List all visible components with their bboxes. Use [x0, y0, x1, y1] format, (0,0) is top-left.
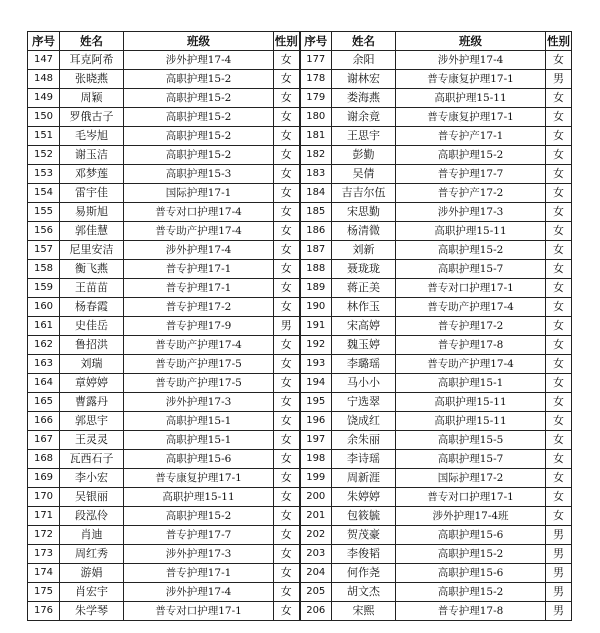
- student-gender: 女: [274, 450, 300, 469]
- student-name: 魏玉婷: [332, 336, 396, 355]
- student-number: 195: [300, 393, 332, 412]
- student-name: 彭勤: [332, 146, 396, 165]
- student-gender: 女: [546, 393, 572, 412]
- student-gender: 女: [274, 336, 300, 355]
- student-number: 189: [300, 279, 332, 298]
- student-name: 衡飞燕: [60, 260, 124, 279]
- table-row: [28, 279, 572, 298]
- student-class: 国际护理17-2: [396, 469, 546, 488]
- student-gender: 女: [274, 507, 300, 526]
- header-gender: 性别: [546, 32, 572, 51]
- student-name: 林作玉: [332, 298, 396, 317]
- student-name: 谢玉洁: [60, 146, 124, 165]
- student-name: 周颖: [60, 89, 124, 108]
- student-gender: 女: [546, 279, 572, 298]
- student-name: 鲁招洪: [60, 336, 124, 355]
- student-class: 高职护理15-2: [396, 241, 546, 260]
- student-class: 涉外护理17-4: [124, 51, 274, 70]
- student-gender: 男: [546, 70, 572, 89]
- student-class: 普专护产17-1: [396, 127, 546, 146]
- student-name: 宋高婷: [332, 317, 396, 336]
- student-gender: 男: [546, 583, 572, 602]
- student-number: 191: [300, 317, 332, 336]
- student-gender: 女: [546, 165, 572, 184]
- student-class: 普专护理17-1: [124, 564, 274, 583]
- table-row: [28, 241, 572, 260]
- student-number: 200: [300, 488, 332, 507]
- student-class: 普专对口护理17-4: [124, 203, 274, 222]
- student-gender: 女: [274, 70, 300, 89]
- student-gender: 女: [274, 108, 300, 127]
- student-gender: 女: [274, 241, 300, 260]
- student-name: 李诗瑶: [332, 450, 396, 469]
- student-number: 167: [28, 431, 60, 450]
- student-gender: 女: [274, 279, 300, 298]
- student-name: 包筱毓: [332, 507, 396, 526]
- student-class: 普专助产护理17-4: [124, 222, 274, 241]
- student-gender: 女: [546, 507, 572, 526]
- student-number: 168: [28, 450, 60, 469]
- student-name: 杨清微: [332, 222, 396, 241]
- student-class: 国际护理17-1: [124, 184, 274, 203]
- student-class: 普专护理17-8: [396, 602, 546, 621]
- student-gender: 女: [546, 298, 572, 317]
- student-name: 宁选翠: [332, 393, 396, 412]
- student-number: 151: [28, 127, 60, 146]
- student-class: 高职护理15-2: [124, 127, 274, 146]
- student-number: 176: [28, 602, 60, 621]
- student-number: 165: [28, 393, 60, 412]
- student-class: 普专助产护理17-4: [124, 336, 274, 355]
- student-gender: 女: [546, 336, 572, 355]
- student-gender: 女: [274, 355, 300, 374]
- table-row: [28, 488, 572, 507]
- student-class: 高职护理15-7: [396, 260, 546, 279]
- student-name: 李璐瑶: [332, 355, 396, 374]
- student-name: 郭佳慧: [60, 222, 124, 241]
- student-number: 157: [28, 241, 60, 260]
- student-gender: 女: [546, 222, 572, 241]
- student-name: 朱学琴: [60, 602, 124, 621]
- student-gender: 男: [546, 526, 572, 545]
- student-number: 199: [300, 469, 332, 488]
- student-name: 胡文杰: [332, 583, 396, 602]
- student-gender: 女: [546, 241, 572, 260]
- student-number: 178: [300, 70, 332, 89]
- student-name: 游娟: [60, 564, 124, 583]
- student-name: 张晓燕: [60, 70, 124, 89]
- student-number: 202: [300, 526, 332, 545]
- table-row: [28, 146, 572, 165]
- student-number: 180: [300, 108, 332, 127]
- student-number: 161: [28, 317, 60, 336]
- student-name: 邓梦莲: [60, 165, 124, 184]
- student-name: 罗俄古子: [60, 108, 124, 127]
- table-row: [28, 317, 572, 336]
- student-class: 涉外护理17-3: [396, 203, 546, 222]
- student-class: 普专康复护理17-1: [124, 469, 274, 488]
- student-class: 高职护理15-11: [396, 393, 546, 412]
- student-name: 肖宏宇: [60, 583, 124, 602]
- table-row: [28, 545, 572, 564]
- student-gender: 男: [274, 317, 300, 336]
- student-class: 普专康复护理17-1: [396, 108, 546, 127]
- header-number: 序号: [28, 32, 60, 51]
- student-name: 朱婷婷: [332, 488, 396, 507]
- student-number: 175: [28, 583, 60, 602]
- student-class: 涉外护理17-4: [396, 51, 546, 70]
- student-gender: 女: [546, 317, 572, 336]
- student-class: 高职护理15-2: [124, 146, 274, 165]
- student-class: 普专护理17-7: [124, 526, 274, 545]
- student-class: 高职护理15-2: [124, 507, 274, 526]
- student-name: 杨春霞: [60, 298, 124, 317]
- student-gender: 女: [546, 146, 572, 165]
- student-class: 高职护理15-1: [124, 412, 274, 431]
- table-row: [28, 412, 572, 431]
- student-gender: 女: [274, 165, 300, 184]
- student-gender: 女: [274, 488, 300, 507]
- header-row: [28, 32, 572, 51]
- student-name: 章婷婷: [60, 374, 124, 393]
- student-name: 郭思宇: [60, 412, 124, 431]
- student-number: 177: [300, 51, 332, 70]
- student-number: 187: [300, 241, 332, 260]
- student-gender: 女: [274, 222, 300, 241]
- student-class: 涉外护理17-3: [124, 393, 274, 412]
- table-row: [28, 393, 572, 412]
- student-name: 刘新: [332, 241, 396, 260]
- student-class: 普专护理17-8: [396, 336, 546, 355]
- table-row: [28, 583, 572, 602]
- student-gender: 女: [546, 374, 572, 393]
- student-class: 普专护理17-9: [124, 317, 274, 336]
- student-class: 高职护理15-11: [396, 412, 546, 431]
- student-number: 174: [28, 564, 60, 583]
- student-number: 149: [28, 89, 60, 108]
- student-number: 154: [28, 184, 60, 203]
- student-class: 高职护理15-5: [396, 431, 546, 450]
- student-class: 涉外护理17-4: [124, 241, 274, 260]
- student-number: 186: [300, 222, 332, 241]
- student-name: 谢林宏: [332, 70, 396, 89]
- student-gender: 女: [274, 602, 300, 621]
- student-gender: 女: [274, 260, 300, 279]
- table-row: [28, 260, 572, 279]
- student-gender: 女: [274, 583, 300, 602]
- student-number: 159: [28, 279, 60, 298]
- student-number: 181: [300, 127, 332, 146]
- student-gender: 女: [546, 108, 572, 127]
- student-class: 高职护理15-11: [396, 89, 546, 108]
- student-gender: 女: [546, 488, 572, 507]
- student-name: 聂珑珑: [332, 260, 396, 279]
- student-class: 普专护理17-2: [124, 298, 274, 317]
- student-name: 雷宇佳: [60, 184, 124, 203]
- student-class: 普专助产护理17-4: [396, 355, 546, 374]
- student-class: 高职护理15-2: [396, 545, 546, 564]
- student-gender: 女: [274, 203, 300, 222]
- student-gender: 女: [274, 51, 300, 70]
- student-number: 203: [300, 545, 332, 564]
- student-name: 宋思勤: [332, 203, 396, 222]
- student-class: 普专对口护理17-1: [396, 488, 546, 507]
- student-class: 普专护产17-2: [396, 184, 546, 203]
- student-class: 高职护理15-6: [396, 526, 546, 545]
- student-class: 高职护理15-2: [396, 146, 546, 165]
- student-name: 周新涯: [332, 469, 396, 488]
- student-gender: 女: [546, 260, 572, 279]
- student-name: 吴倩: [332, 165, 396, 184]
- student-gender: 女: [546, 89, 572, 108]
- student-number: 196: [300, 412, 332, 431]
- header-name: 姓名: [60, 32, 124, 51]
- student-class: 高职护理15-11: [396, 222, 546, 241]
- student-gender: 女: [546, 51, 572, 70]
- student-name: 马小小: [332, 374, 396, 393]
- student-number: 155: [28, 203, 60, 222]
- student-class: 普专护理17-2: [396, 317, 546, 336]
- student-number: 164: [28, 374, 60, 393]
- table-row: [28, 336, 572, 355]
- student-class: 高职护理15-2: [124, 89, 274, 108]
- student-class: 涉外护理17-3: [124, 545, 274, 564]
- student-gender: 男: [546, 564, 572, 583]
- student-class: 普专护理17-1: [124, 279, 274, 298]
- table-row: [28, 222, 572, 241]
- student-gender: 女: [274, 89, 300, 108]
- student-name: 肖迪: [60, 526, 124, 545]
- student-number: 170: [28, 488, 60, 507]
- student-number: 198: [300, 450, 332, 469]
- student-name: 段泓伶: [60, 507, 124, 526]
- student-class: 高职护理15-6: [396, 564, 546, 583]
- student-class: 普专对口护理17-1: [124, 602, 274, 621]
- student-name: 耳克阿希: [60, 51, 124, 70]
- table-row: [28, 51, 572, 70]
- student-class: 涉外护理17-4班: [396, 507, 546, 526]
- table-row: [28, 469, 572, 488]
- student-class: 普专对口护理17-1: [396, 279, 546, 298]
- student-gender: 女: [274, 393, 300, 412]
- header-class: 班级: [396, 32, 546, 51]
- student-gender: 女: [274, 526, 300, 545]
- student-name: 宋熙: [332, 602, 396, 621]
- student-name: 吉吉尔伍: [332, 184, 396, 203]
- student-number: 183: [300, 165, 332, 184]
- student-gender: 女: [546, 431, 572, 450]
- student-class: 高职护理15-2: [124, 70, 274, 89]
- student-number: 190: [300, 298, 332, 317]
- student-name: 瓦西石子: [60, 450, 124, 469]
- student-name: 周红秀: [60, 545, 124, 564]
- student-number: 201: [300, 507, 332, 526]
- student-class: 普专护理17-1: [124, 260, 274, 279]
- student-number: 172: [28, 526, 60, 545]
- student-number: 147: [28, 51, 60, 70]
- student-roster-table: [27, 31, 572, 621]
- student-name: 李俊韬: [332, 545, 396, 564]
- student-class: 高职护理15-1: [124, 431, 274, 450]
- table-row: [28, 450, 572, 469]
- student-name: 王苗苗: [60, 279, 124, 298]
- student-gender: 女: [274, 564, 300, 583]
- student-number: 182: [300, 146, 332, 165]
- student-gender: 女: [546, 355, 572, 374]
- header-number: 序号: [300, 32, 332, 51]
- student-name: 李小宏: [60, 469, 124, 488]
- student-number: 152: [28, 146, 60, 165]
- table-row: [28, 602, 572, 621]
- student-gender: 女: [546, 184, 572, 203]
- student-gender: 女: [546, 469, 572, 488]
- student-number: 171: [28, 507, 60, 526]
- student-number: 160: [28, 298, 60, 317]
- student-gender: 女: [274, 298, 300, 317]
- header-gender: 性别: [274, 32, 300, 51]
- student-name: 谢余竟: [332, 108, 396, 127]
- student-name: 余朱丽: [332, 431, 396, 450]
- student-gender: 女: [546, 450, 572, 469]
- student-number: 194: [300, 374, 332, 393]
- student-class: 高职护理15-7: [396, 450, 546, 469]
- header-class: 班级: [124, 32, 274, 51]
- header-name: 姓名: [332, 32, 396, 51]
- student-gender: 女: [274, 146, 300, 165]
- table-row: [28, 507, 572, 526]
- student-gender: 女: [274, 184, 300, 203]
- student-class: 高职护理15-2: [396, 583, 546, 602]
- table-row: [28, 108, 572, 127]
- student-number: 205: [300, 583, 332, 602]
- student-gender: 女: [546, 203, 572, 222]
- student-number: 179: [300, 89, 332, 108]
- student-class: 高职护理15-1: [396, 374, 546, 393]
- table-row: [28, 165, 572, 184]
- student-gender: 女: [274, 412, 300, 431]
- student-class: 高职护理15-11: [124, 488, 274, 507]
- student-name: 刘瑞: [60, 355, 124, 374]
- table-row: [28, 431, 572, 450]
- student-name: 吴银丽: [60, 488, 124, 507]
- student-class: 普专助产护理17-5: [124, 355, 274, 374]
- student-number: 185: [300, 203, 332, 222]
- student-number: 148: [28, 70, 60, 89]
- student-gender: 女: [274, 374, 300, 393]
- student-number: 197: [300, 431, 332, 450]
- table-row: [28, 89, 572, 108]
- table-row: [28, 564, 572, 583]
- student-name: 王灵灵: [60, 431, 124, 450]
- student-class: 普专助产护理17-4: [396, 298, 546, 317]
- table-row: [28, 374, 572, 393]
- student-number: 192: [300, 336, 332, 355]
- student-class: 普专康复护理17-1: [396, 70, 546, 89]
- student-class: 普专助产护理17-5: [124, 374, 274, 393]
- student-name: 何作尧: [332, 564, 396, 583]
- student-class: 涉外护理17-4: [124, 583, 274, 602]
- student-name: 蒋正美: [332, 279, 396, 298]
- student-class: 高职护理15-6: [124, 450, 274, 469]
- student-name: 毛岑旭: [60, 127, 124, 146]
- table-row: [28, 70, 572, 89]
- table-row: [28, 184, 572, 203]
- student-name: 贺茂豪: [332, 526, 396, 545]
- student-name: 易斯旭: [60, 203, 124, 222]
- student-class: 高职护理15-2: [124, 108, 274, 127]
- student-name: 娄海燕: [332, 89, 396, 108]
- table-row: [28, 526, 572, 545]
- student-number: 184: [300, 184, 332, 203]
- student-name: 王思宇: [332, 127, 396, 146]
- student-gender: 男: [546, 545, 572, 564]
- student-name: 尼里安洁: [60, 241, 124, 260]
- student-class: 高职护理15-3: [124, 165, 274, 184]
- student-gender: 女: [274, 545, 300, 564]
- student-name: 史佳岳: [60, 317, 124, 336]
- student-class: 普专护理17-7: [396, 165, 546, 184]
- student-gender: 女: [274, 469, 300, 488]
- student-gender: 女: [274, 431, 300, 450]
- student-number: 166: [28, 412, 60, 431]
- table-row: [28, 127, 572, 146]
- student-number: 156: [28, 222, 60, 241]
- student-number: 158: [28, 260, 60, 279]
- student-number: 173: [28, 545, 60, 564]
- student-number: 204: [300, 564, 332, 583]
- student-number: 169: [28, 469, 60, 488]
- table-row: [28, 355, 572, 374]
- student-number: 153: [28, 165, 60, 184]
- student-number: 150: [28, 108, 60, 127]
- student-gender: 女: [274, 127, 300, 146]
- student-name: 曹露丹: [60, 393, 124, 412]
- student-gender: 女: [546, 127, 572, 146]
- student-gender: 男: [546, 602, 572, 621]
- student-number: 162: [28, 336, 60, 355]
- student-name: 饶成红: [332, 412, 396, 431]
- student-number: 206: [300, 602, 332, 621]
- table-row: [28, 203, 572, 222]
- student-name: 余阳: [332, 51, 396, 70]
- student-number: 188: [300, 260, 332, 279]
- table-row: [28, 298, 572, 317]
- student-number: 163: [28, 355, 60, 374]
- student-number: 193: [300, 355, 332, 374]
- student-gender: 女: [546, 412, 572, 431]
